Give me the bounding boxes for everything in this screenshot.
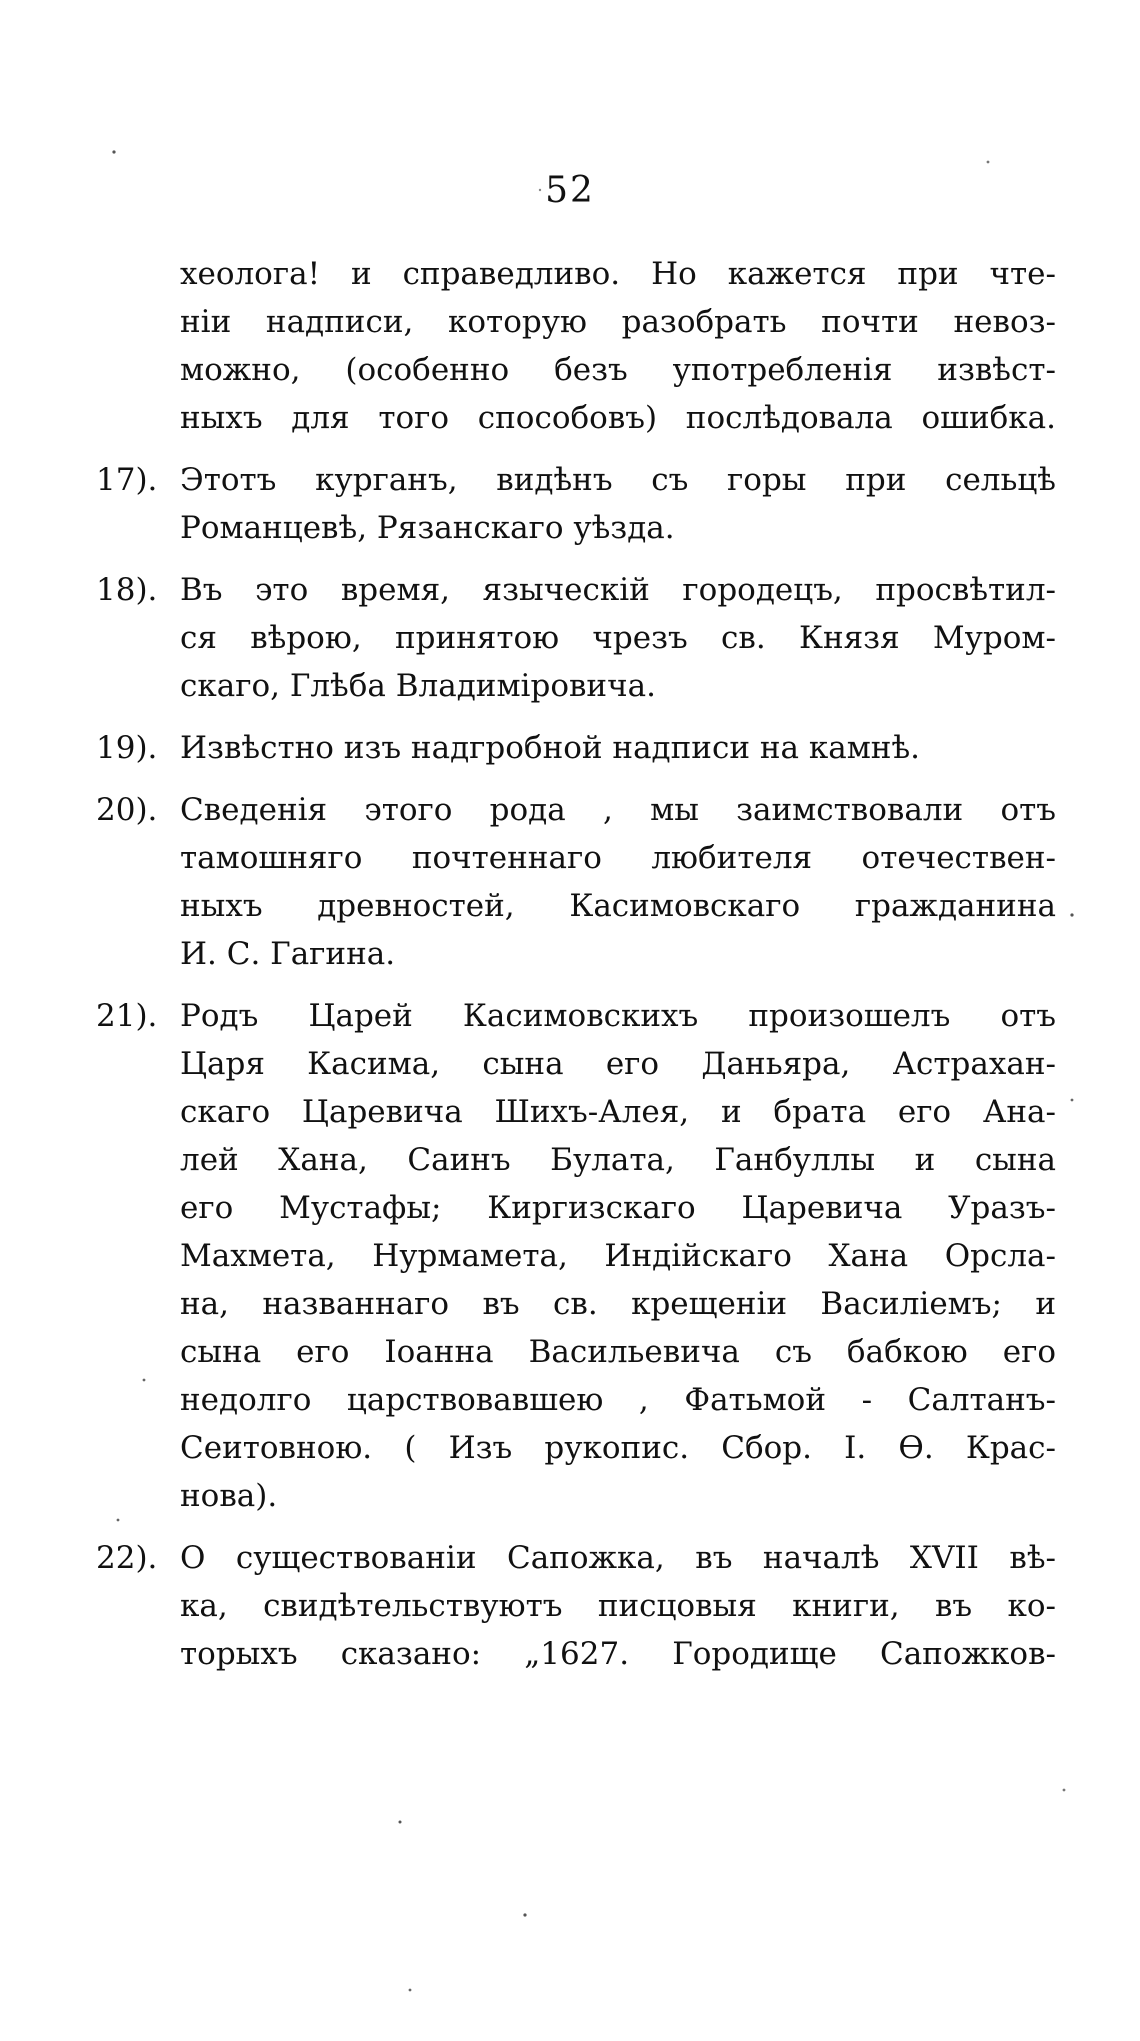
text-line: Въ это время, языческій городецъ, просвѣтил- <box>180 572 1056 608</box>
text-line: нова). <box>180 1478 278 1514</box>
text-line: скаго Царевича Шихъ-Алея, и брата его Ана- <box>180 1094 1056 1130</box>
note-body <box>180 992 1056 1520</box>
note-18 <box>96 566 1056 710</box>
text-line: Сеитовною. ( Изъ рукопис. Сбор. І. Ѳ. Крас- <box>180 1430 1056 1466</box>
text-line: Этотъ курганъ, видѣнъ съ горы при сельцѣ <box>180 462 1056 498</box>
ink-speck <box>112 150 115 153</box>
note-body <box>180 786 1056 978</box>
intro-paragraph <box>96 250 1056 442</box>
text-line: Сведенія этого рода , мы заимствовали отъ <box>180 792 1056 828</box>
text-line: хеолога! и справедливо. Но кажется при чте- <box>180 256 1056 292</box>
note-body <box>180 456 1056 552</box>
text-line: Махмета, Нурмамета, Индійскаго Хана Орсла- <box>180 1238 1056 1274</box>
note-number: 21). <box>96 998 158 1034</box>
text-line: его Мустафы; Киргизскаго Царевича Уразъ- <box>180 1190 1056 1226</box>
note-number: 17). <box>96 462 158 498</box>
ink-speck <box>987 161 990 164</box>
ink-speck <box>1063 1789 1066 1792</box>
note-19 <box>96 724 1056 772</box>
text-line: на, названнаго въ св. крещеніи Василіемъ; и <box>180 1286 1056 1322</box>
text-line: ка, свидѣтельствуютъ писцовыя книги, въ ко- <box>180 1588 1056 1624</box>
text-line: можно, (особенно безъ употребленія извѣст- <box>180 352 1056 388</box>
text-line: лей Хана, Саинъ Булата, Ганбуллы и сына <box>180 1142 1056 1178</box>
note-20 <box>96 786 1056 978</box>
note-22 <box>96 1534 1056 1678</box>
text-line: ся вѣрою, принятою чрезъ св. Князя Муром- <box>180 620 1056 656</box>
text-line: ніи надписи, которую разобрать почти невоз- <box>180 304 1056 340</box>
ink-speck <box>1071 1099 1074 1102</box>
text-line: Царя Касима, сына его Даньяра, Астрахан- <box>180 1046 1056 1082</box>
text-line: сына его Іоанна Васильевича съ бабкою его <box>180 1334 1056 1370</box>
text-line: недолго царствовавшею , Фатьмой - Салтанъ- <box>180 1382 1056 1418</box>
text-line: И. С. Гагина. <box>180 936 396 972</box>
page-number: 52 <box>545 170 595 211</box>
text-line: тамошняго почтеннаго любителя отечествен- <box>180 840 1056 876</box>
note-17 <box>96 456 1056 552</box>
text-line: Извѣстно изъ надгробной надписи на камнѣ. <box>180 730 921 766</box>
text-line: ныхъ для того способовъ) послѣдовала ошибка. <box>180 400 1056 436</box>
text-line: Родъ Царей Касимовскихъ произошелъ отъ <box>180 998 1056 1034</box>
ink-speck <box>399 1821 402 1824</box>
note-21 <box>96 992 1056 1520</box>
note-number: 20). <box>96 792 158 828</box>
text-line: скаго, Глѣба Владимiровича. <box>180 668 656 704</box>
note-number: 18). <box>96 572 158 608</box>
text-line: ныхъ древностей, Касимовскаго гражданина <box>180 888 1056 924</box>
note-number: 19). <box>96 730 158 766</box>
note-number: 22). <box>96 1540 158 1576</box>
ink-speck <box>409 1989 412 1992</box>
text-block <box>96 250 1056 1678</box>
note-body <box>180 1534 1056 1678</box>
note-body <box>180 724 1056 772</box>
note-body <box>180 566 1056 710</box>
text-line: О существованіи Сапожка, въ началѣ XVII вѣ- <box>180 1540 1056 1576</box>
text-line: торыхъ сказано: „1627. Городище Сапожков- <box>180 1636 1056 1672</box>
text-line: Романцевѣ, Рязанскаго уѣзда. <box>180 510 675 546</box>
ink-speck <box>1070 913 1073 916</box>
ink-speck <box>523 1913 526 1916</box>
